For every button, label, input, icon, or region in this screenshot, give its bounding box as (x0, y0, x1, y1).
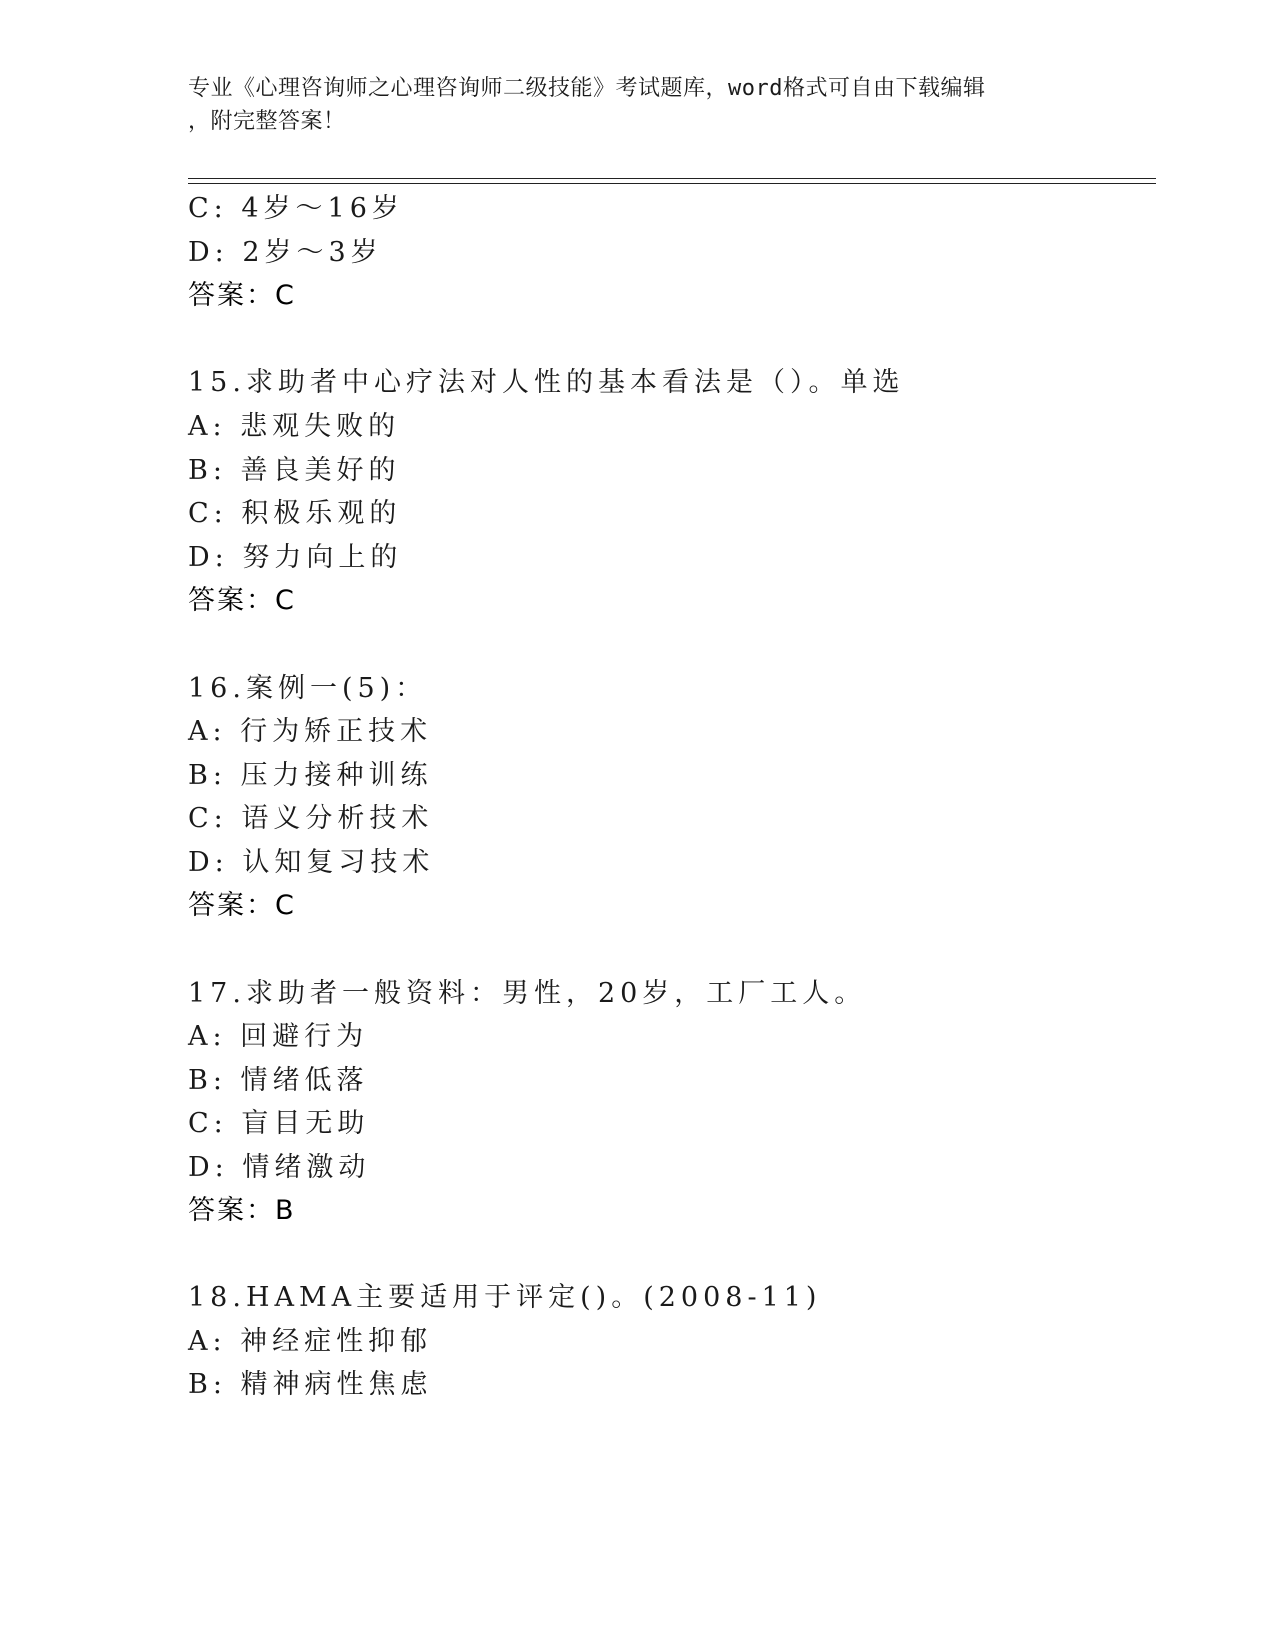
option-line: A: 行为矫正技术 (188, 716, 433, 747)
option-line: A: 神经症性抑郁 (188, 1326, 433, 1357)
question-line: 15.求助者中心疗法对人性的基本看法是（）。单选 (188, 367, 905, 398)
document-header (188, 72, 1088, 138)
header-line-2: ，附完整答案！ (188, 109, 346, 134)
option-line: D: 2岁～3岁 (188, 237, 383, 268)
question-line: 17.求助者一般资料：男性，20岁，工厂工人。 (188, 978, 867, 1009)
question-line: 18.HAMA主要适用于评定()。(2008-11) (188, 1282, 822, 1313)
answer-line: 答案：C (188, 890, 296, 921)
option-line: D: 情绪激动 (188, 1152, 371, 1183)
option-line: D: 认知复习技术 (188, 847, 435, 878)
option-line: C: 4岁～16岁 (188, 193, 404, 224)
option-line: A: 回避行为 (188, 1021, 369, 1052)
header-divider-bottom (188, 183, 1156, 184)
option-line: A: 悲观失败的 (188, 411, 401, 442)
header-divider-top (188, 178, 1156, 179)
option-line: B: 情绪低落 (188, 1065, 369, 1096)
option-line: D: 努力向上的 (188, 542, 403, 573)
option-line: C: 积极乐观的 (188, 498, 402, 529)
option-line: C: 语义分析技术 (188, 803, 434, 834)
option-line: B: 善良美好的 (188, 455, 401, 486)
question-line: 16.案例一(5)： (188, 673, 428, 704)
option-line: B: 压力接种训练 (188, 760, 433, 791)
answer-line: 答案：B (188, 1195, 296, 1226)
answer-line: 答案：C (188, 280, 296, 311)
option-line: C: 盲目无助 (188, 1108, 370, 1139)
option-line: B: 精神病性焦虑 (188, 1369, 433, 1400)
answer-line: 答案：C (188, 585, 296, 616)
header-line-1: 专业《心理咨询师之心理咨询师二级技能》考试题库，word格式可自由下载编辑 (188, 76, 986, 101)
